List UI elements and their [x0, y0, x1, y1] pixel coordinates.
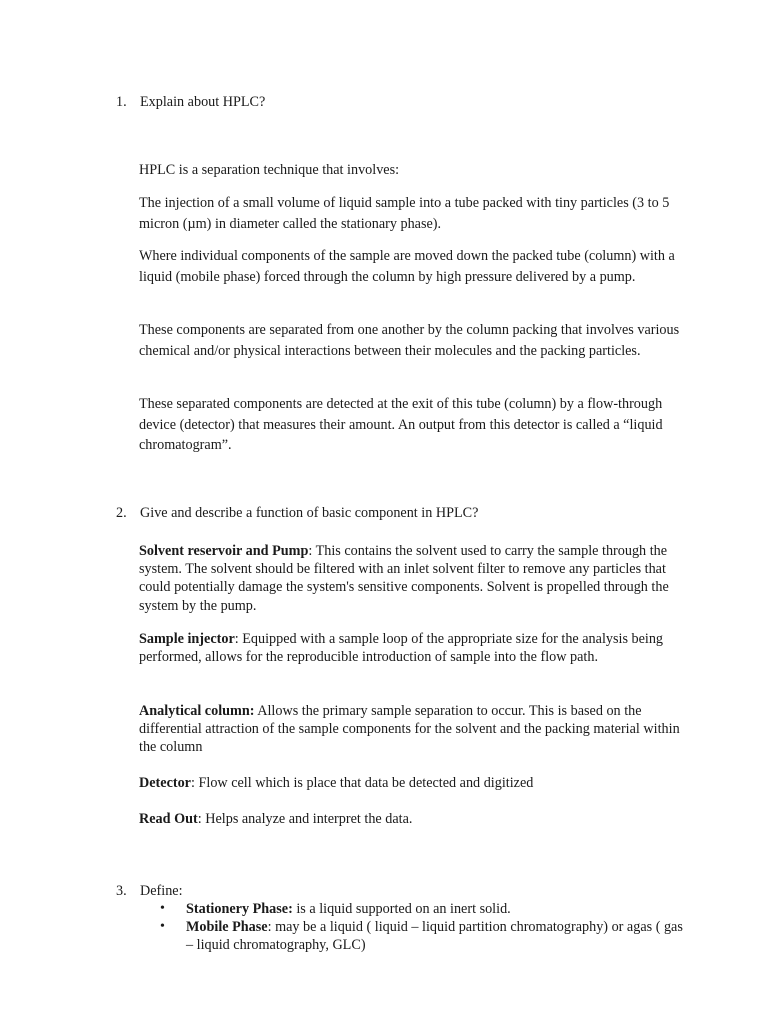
definition-description: may be a liquid ( liquid – liquid partition chromatography) or agas ( gas – liquid chromatography, GLC) [186, 919, 683, 954]
component-description: Equipped with a sample loop of the appropriate size for the analysis being performed, allows for the reproducible introduction of sample into the flow path. [139, 631, 664, 666]
component-solvent-reservoir-pump [139, 542, 684, 615]
component-read-out [139, 810, 684, 828]
q1-paragraph-2: Where individual components of the sample are moved down the packed tube (column) with a liquid (mobile phase) forced through the column by high pressure delivered by a pump. [139, 248, 675, 285]
component-analytical-column [139, 702, 684, 757]
component-description: Allows the primary sample separation to occur. This is based on the differential attraction of the sample components for the solvent and the packing material within the column [139, 703, 680, 756]
component-term: Read Out [139, 811, 198, 827]
component-separator: : [234, 631, 243, 647]
component-description: Helps analyze and interpret the data. [205, 811, 413, 827]
component-separator: : [308, 543, 316, 559]
component-description: This contains the solvent used to carry the sample through the system. The solvent should be filtered with an inlet solvent filter to remove any particles that could potentially damage the system's sensitive components. Solvent is propelled through the system by the pump. [139, 543, 669, 614]
q1-paragraph-1: The injection of a small volume of liquid sample into a tube packed with tiny particles (3 to 5 micron (µm) in diameter called the stationary phase). [139, 195, 670, 232]
definition-mobile-phase [160, 918, 700, 958]
definition-term: Stationery Phase: [186, 901, 293, 917]
bullet-icon: • [160, 901, 165, 916]
bullet-icon: • [160, 919, 165, 934]
component-separator: : [190, 775, 199, 791]
definition-stationery-phase [160, 900, 700, 920]
question-3-text: Define: [140, 883, 183, 899]
component-term: Detector [139, 775, 191, 791]
component-term: Sample injector [139, 631, 235, 647]
component-separator: : [197, 811, 206, 827]
component-term: Solvent reservoir and Pump [139, 543, 309, 559]
component-term: Analytical column: [139, 703, 255, 719]
component-description: Flow cell which is place that data be detected and digitized [198, 775, 534, 791]
q1-paragraph-3: These components are separated from one another by the column packing that involves various chemical and/or physical interactions between their molecules and the packing particles. [139, 322, 680, 359]
definition-separator: : [267, 919, 276, 935]
question-1-text: Explain about HPLC? [140, 94, 266, 110]
q1-intro: HPLC is a separation technique that involves: [139, 162, 400, 178]
definition-text [186, 900, 686, 918]
question-2-text: Give and describe a function of basic component in HPLC? [140, 505, 479, 521]
definition-description: is a liquid supported on an inert solid. [296, 901, 511, 917]
question-3-number: 3. [116, 883, 127, 899]
question-2-number: 2. [116, 505, 127, 521]
question-1-number: 1. [116, 94, 127, 110]
definition-term: Mobile Phase [186, 919, 268, 935]
component-sample-injector [139, 630, 684, 666]
definition-text [186, 918, 686, 954]
component-detector [139, 774, 684, 792]
q1-paragraph-4: These separated components are detected at the exit of this tube (column) by a flow-through device (detector) that measures their amount. An output from this detector is called a “liquid chromatogram”. [139, 396, 663, 454]
